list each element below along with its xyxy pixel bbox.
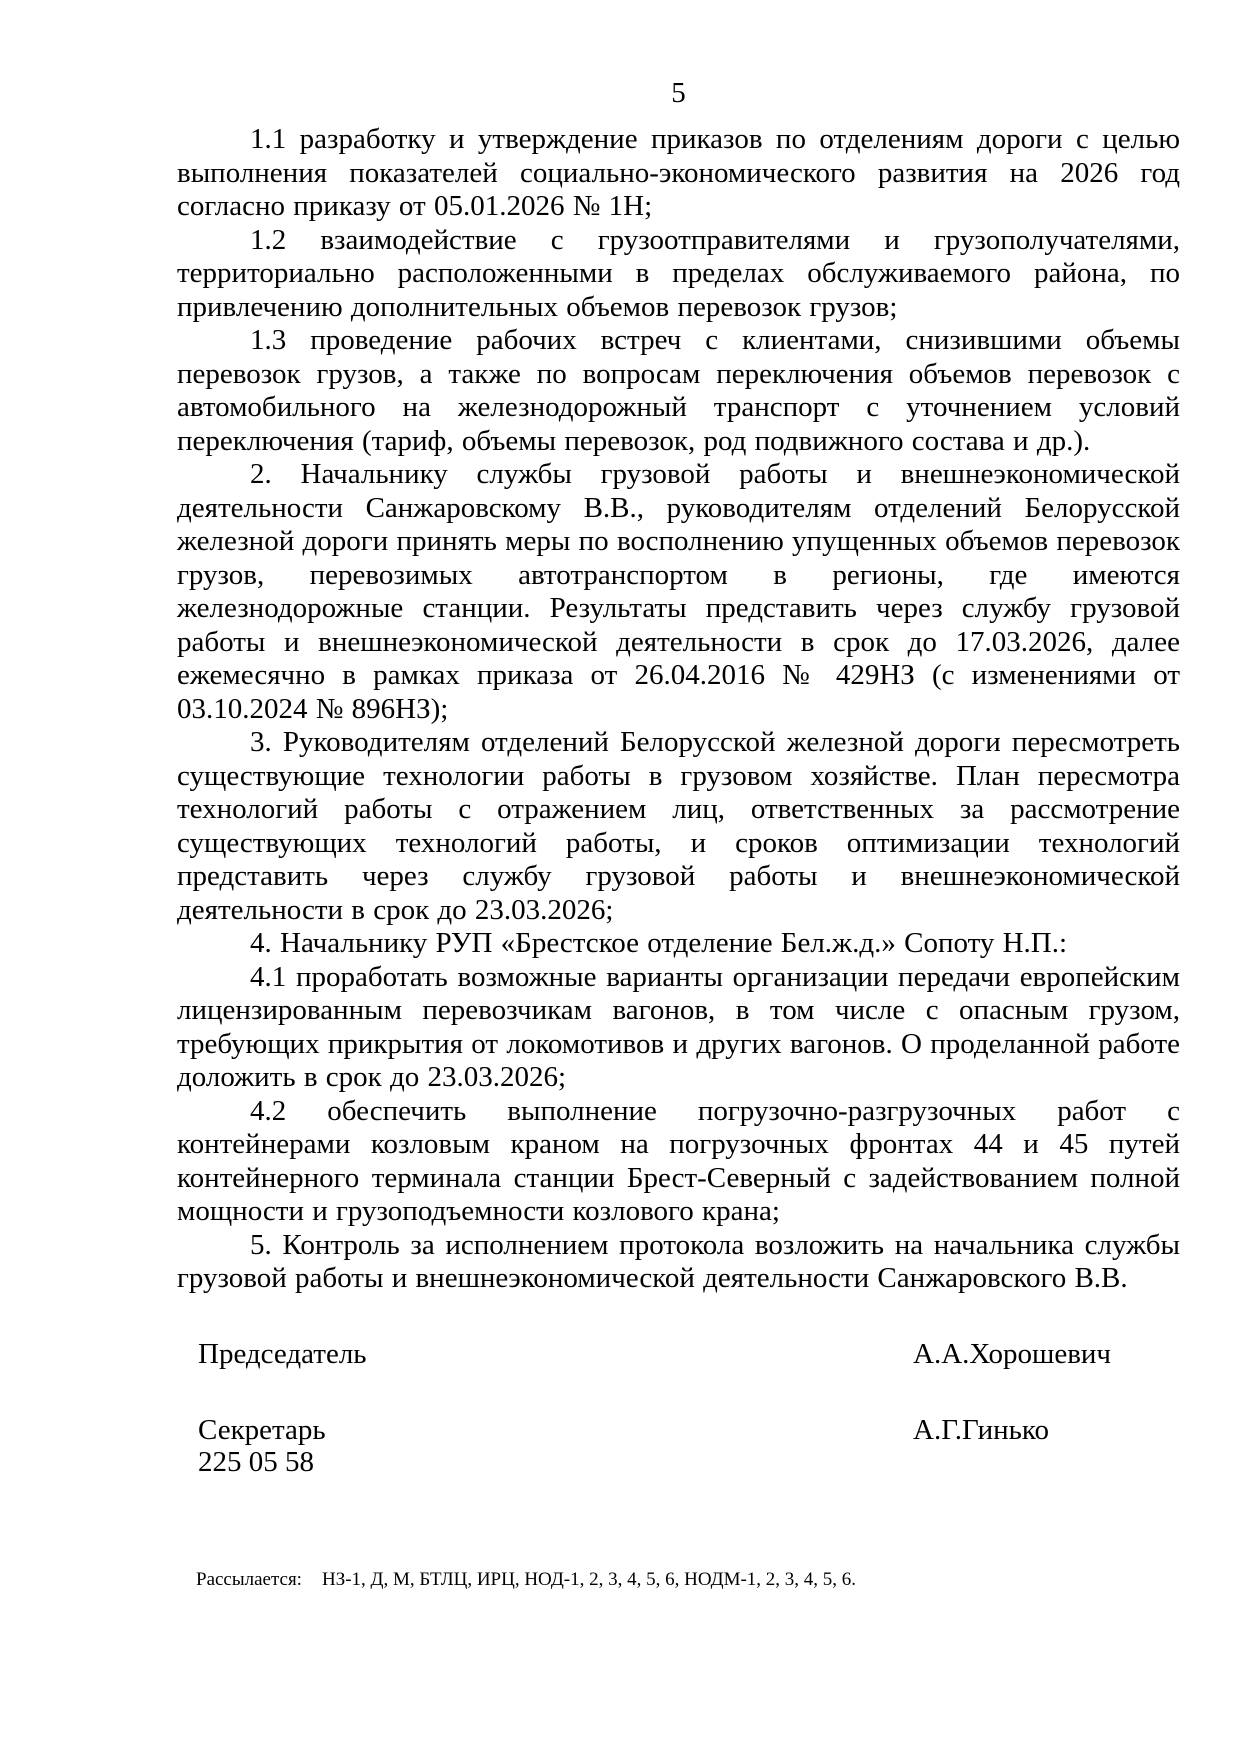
secretary-role-label: Секретарь [198,1414,326,1446]
distribution-label: Рассылается: [196,1569,302,1590]
chairman-role-label: Председатель [198,1338,367,1370]
secretary-name: А.Г.Гинько [913,1414,1049,1446]
paragraph-4-1: 4.1 проработать возможные варианты организации передачи европейским лицензированным перевозчикам вагонов, в том числе с опасным грузом, требующих прикрытия от локомотивов и других вагонов. О проделанной работе доложить в срок до 23.03.2026; [177,960,1180,1093]
page-number: 5 [671,77,686,109]
distribution-line [196,1568,1186,1591]
distribution-list: НЗ-1, Д, М, БТЛЦ, ИРЦ, НОД-1, 2, 3, 4, 5, 6, НОДМ-1, 2, 3, 4, 5, 6. [321,1569,857,1590]
paragraph-1-3: 1.3 проведение рабочих встреч с клиентами, снизившими объемы перевозок грузов, а также по вопросам переключения объемов перевозок с автомобильного на железнодорожный транспорт с уточнением условий переключения (тариф, объемы перевозок, род подвижного состава и др.). [177,324,1180,457]
chairman-name: А.А.Хорошевич [913,1338,1112,1370]
paragraph-3: 3. Руководителям отделений Белорусской железной дороги пересмотреть существующие технологии работы в грузовом хозяйстве. План пересмотра технологий работы с отражением лиц, ответственных за рассмотрение существующих технологий работы, и сроков оптимизации технологий представить через службу грузовой работы и внешнеэкономической деятельности в срок до 23.03.2026; [177,726,1180,926]
document-body [177,123,1180,1296]
secretary-phone: 225 05 58 [198,1446,314,1478]
signature-row-secretary [198,1414,1180,1448]
paragraph-1-2: 1.2 взаимодействие с грузоотправителями и грузополучателями, территориально расположенными в пределах обслуживаемого района, по привлечению дополнительных объемов перевозок грузов; [177,223,1180,323]
paragraph-4: 4. Начальнику РУП «Брестское отделение Бел.ж.д.» Сопоту Н.П.: [250,927,1068,959]
paragraph-1-1: 1.1 разработку и утверждение приказов по отделениям дороги с целью выполнения показателей социально-экономического развития на 2026 год согласно приказу от 05.01.2026 № 1Н; [177,123,1180,222]
signature-row-chairman [198,1338,1180,1372]
paragraph-4-2: 4.2 обеспечить выполнение погрузочно-разгрузочных работ с контейнерами козловым краном на погрузочных фронтах 44 и 45 путей контейнерного терминала станции Брест-Северный с задействованием полной мощности и грузоподъемности козлового крана; [177,1094,1180,1227]
paragraph-5: 5. Контроль за исполнением протокола возложить на начальника службы грузовой работы и внешнеэкономической деятельности Санжаровского В.В. [177,1228,1180,1294]
paragraph-2: 2. Начальнику службы грузовой работы и внешнеэкономической деятельности Санжаровскому В.В., руководителям отделений Белорусской железной дороги принять меры по восполнению упущенных объемов перевозок грузов, перевозимых автотранспортом в регионы, где имеются железнодорожные станции. Результаты представить через службу грузовой работы и внешнеэкономической деятельности в срок до 17.03.2026, далее ежемесячно в рамках приказа от 26.04.2016 № 429НЗ (с изменениями от 03.10.2024 № 896НЗ); [177,458,1180,725]
